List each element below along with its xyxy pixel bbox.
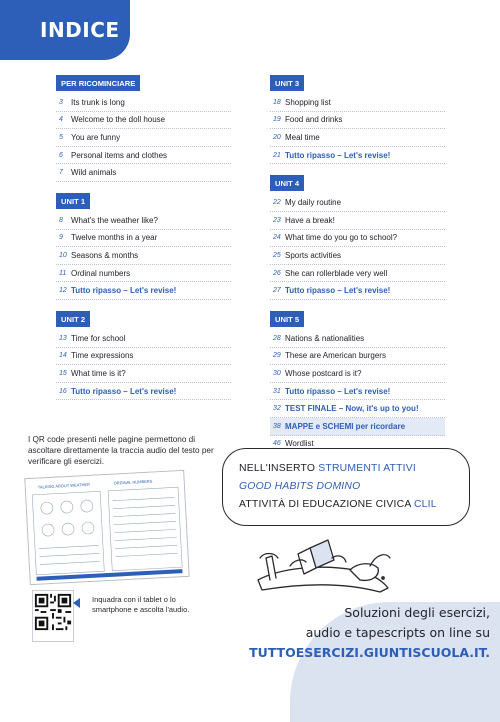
page-number: 4	[59, 116, 63, 124]
page-number: 20	[273, 133, 281, 141]
item-title: My daily routine	[285, 198, 342, 208]
toc-item[interactable]	[270, 147, 445, 165]
page-number: 14	[59, 352, 67, 360]
item-title: What's the weather like?	[71, 215, 158, 225]
item-title: Tutto ripasso – Let's revise!	[285, 286, 391, 296]
toc-section	[56, 73, 231, 182]
toc-item[interactable]	[56, 112, 231, 130]
toc-item[interactable]	[270, 418, 445, 436]
toc-item[interactable]	[270, 265, 445, 283]
page-number: 6	[59, 151, 63, 159]
toc-item[interactable]	[56, 147, 231, 165]
page-number: 8	[59, 216, 63, 224]
toc-item[interactable]	[56, 265, 231, 283]
qr-info-text: I QR code presenti nelle pagine permettono di ascoltare direttamente la traccia audio del testo per verificare gli esercizi.	[28, 435, 214, 466]
item-title: Twelve months in a year	[71, 233, 158, 243]
toc-item[interactable]	[56, 383, 231, 401]
section-header: UNIT 2	[56, 311, 90, 327]
toc-item[interactable]	[270, 348, 445, 366]
toc-item[interactable]	[270, 330, 445, 348]
item-title: She can rollerblade very well	[285, 268, 388, 278]
arrow-left-icon	[73, 598, 80, 608]
item-title: Nations & nationalities	[285, 333, 365, 343]
item-title: What time is it?	[71, 368, 126, 378]
toc-item[interactable]	[270, 129, 445, 147]
item-title: MAPPE e SCHEMI per ricordare	[285, 421, 406, 431]
page-number: 16	[59, 387, 67, 395]
item-title: Ordinal numbers	[71, 268, 131, 278]
footer-line-1: Soluzioni degli esercizi,	[344, 605, 490, 620]
page-number: 11	[59, 269, 67, 277]
item-title: Welcome to the doll house	[71, 115, 166, 125]
callout-line-3: ATTIVITÀ DI EDUCAZIONE CIVICA CLIL	[239, 499, 437, 510]
page-number: 9	[59, 234, 63, 242]
page-number: 22	[273, 199, 281, 207]
thumb-title-right: ORDINAL NUMBERS	[113, 478, 153, 486]
section-header: UNIT 3	[270, 75, 304, 91]
toc-item[interactable]	[56, 94, 231, 112]
page-number: 32	[273, 405, 281, 413]
item-title: Shopping list	[285, 97, 331, 107]
page-number: 46	[273, 440, 281, 448]
toc-list	[56, 330, 231, 400]
page-number: 25	[273, 251, 281, 259]
item-title: These are American burgers	[285, 351, 386, 361]
page-number: 13	[59, 334, 67, 342]
item-title: Its trunk is long	[71, 97, 125, 107]
toc-item[interactable]	[270, 194, 445, 212]
item-title: Time for school	[71, 333, 126, 343]
footer-band	[290, 602, 500, 722]
page-number: 24	[273, 234, 281, 242]
toc-item[interactable]	[270, 247, 445, 265]
item-title: Whose postcard is it?	[285, 368, 362, 378]
toc-item[interactable]	[56, 348, 231, 366]
toc-list	[56, 212, 231, 300]
toc-item[interactable]	[56, 247, 231, 265]
page-number: 26	[273, 269, 281, 277]
page-number: 18	[273, 98, 281, 106]
toc-section	[270, 173, 445, 300]
toc-section	[270, 73, 445, 164]
toc-item[interactable]	[270, 365, 445, 383]
item-title: TEST FINALE – Now, it's up to you!	[285, 404, 419, 414]
callout-line-2: GOOD HABITS DOMINO	[239, 481, 361, 492]
toc-item[interactable]	[270, 212, 445, 230]
toc-list	[56, 94, 231, 182]
item-title: What time do you go to school?	[285, 233, 398, 243]
toc-item[interactable]	[270, 230, 445, 248]
toc-item[interactable]	[56, 282, 231, 300]
toc-column-left	[56, 73, 231, 409]
page-number: 5	[59, 133, 63, 141]
item-title: Time expressions	[71, 351, 134, 361]
toc-list	[270, 194, 445, 300]
toc-section	[56, 309, 231, 400]
item-title: Tutto ripasso – Let's revise!	[285, 150, 391, 160]
item-title: Personal items and clothes	[71, 150, 168, 160]
toc-item[interactable]	[270, 282, 445, 300]
page-number: 28	[273, 334, 281, 342]
page-number: 21	[273, 151, 281, 159]
item-title: Wild animals	[71, 168, 117, 178]
page-number: 23	[273, 216, 281, 224]
page-number: 12	[59, 287, 67, 295]
qr-caption: Inquadra con il tablet o lo smartphone e ascolta l'audio.	[92, 595, 190, 614]
item-title: Food and drinks	[285, 115, 343, 125]
toc-section	[56, 191, 231, 300]
item-title: Tutto ripasso – Let's revise!	[285, 386, 391, 396]
toc-item[interactable]	[56, 212, 231, 230]
insert-callout	[222, 448, 470, 526]
toc-column-right	[270, 73, 445, 462]
footer-website-link[interactable]: TUTTOESERCIZI.GIUNTISCUOLA.IT.	[249, 645, 490, 660]
page-number: 38	[273, 422, 281, 430]
footer-line-2: audio e tapescripts on line su	[305, 625, 490, 640]
item-title: Tutto ripasso – Let's revise!	[71, 386, 177, 396]
page-number: 19	[273, 116, 281, 124]
toc-item[interactable]	[56, 330, 231, 348]
section-header: UNIT 1	[56, 193, 90, 209]
page-number: 29	[273, 352, 281, 360]
toc-item[interactable]	[270, 400, 445, 418]
toc-list	[270, 94, 445, 164]
item-title: Have a break!	[285, 215, 335, 225]
page-number: 27	[273, 287, 281, 295]
toc-item[interactable]	[56, 365, 231, 383]
exercise-page-thumbnail	[24, 470, 189, 585]
section-header: PER RICOMINCIARE	[56, 75, 140, 91]
item-title: Tutto ripasso – Let's revise!	[71, 286, 177, 296]
page-number: 30	[273, 369, 281, 377]
toc-section	[270, 309, 445, 453]
header-tab	[0, 0, 130, 60]
reading-dog-illustration	[250, 518, 400, 600]
qr-code-icon	[33, 592, 73, 632]
item-title: Sports activities	[285, 250, 342, 260]
page-number: 10	[59, 251, 67, 259]
thumb-title-left: TALKING ABOUT WEATHER	[37, 481, 91, 490]
page-number: 15	[59, 369, 67, 377]
toc-item[interactable]	[56, 164, 231, 182]
toc-item[interactable]	[56, 230, 231, 248]
toc-list	[270, 330, 445, 453]
toc-item[interactable]	[56, 129, 231, 147]
item-title: Seasons & months	[71, 250, 139, 260]
qr-code	[32, 590, 74, 642]
section-header: UNIT 4	[270, 175, 304, 191]
page-title: INDICE	[40, 18, 120, 42]
callout-line-1: NELL'INSERTO STRUMENTI ATTIVI	[239, 463, 416, 474]
section-header: UNIT 5	[270, 311, 304, 327]
toc-item[interactable]	[270, 383, 445, 401]
page-number: 3	[59, 98, 63, 106]
item-title: You are funny	[71, 132, 121, 142]
page-number: 31	[273, 387, 281, 395]
page-number: 7	[59, 169, 63, 177]
item-title: Wordlist	[285, 439, 314, 449]
toc-item[interactable]	[270, 112, 445, 130]
item-title: Meal time	[285, 132, 320, 142]
toc-item[interactable]	[270, 94, 445, 112]
